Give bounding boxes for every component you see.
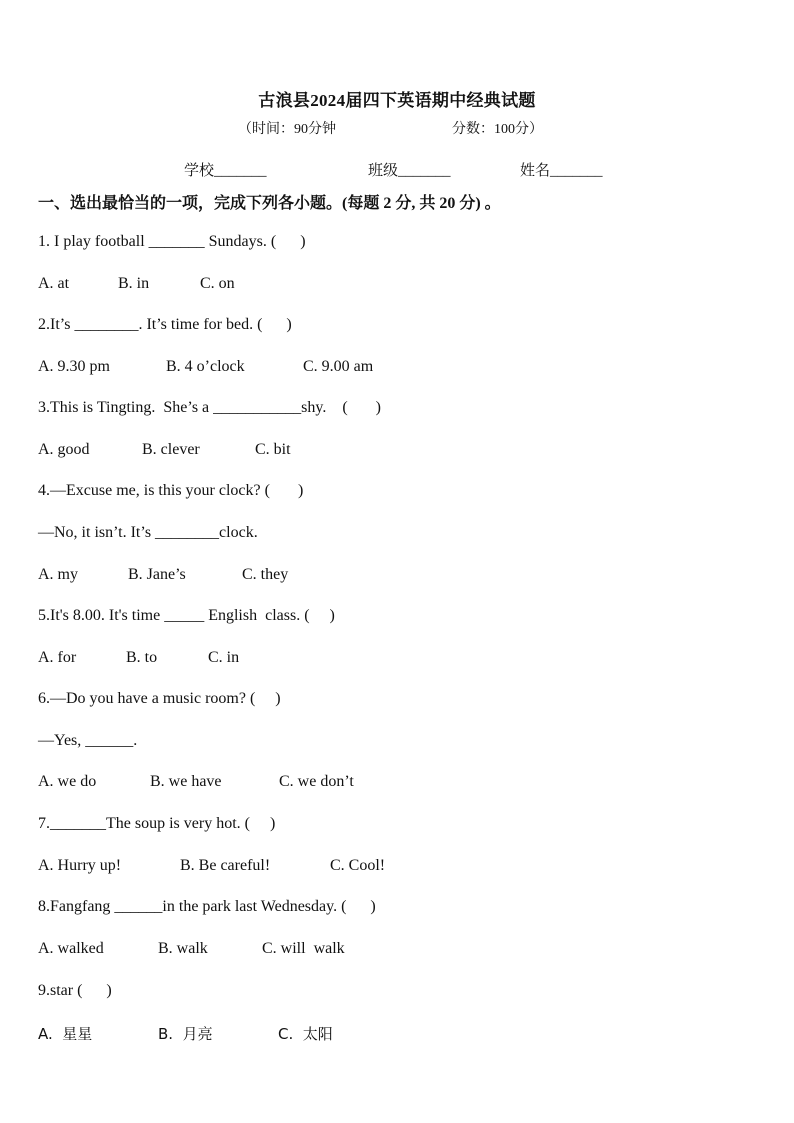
option-a: A. at — [38, 275, 70, 292]
option-a: A. we do — [38, 773, 97, 790]
option-b: B. 月亮 — [158, 1025, 213, 1043]
option-c: C. on — [200, 275, 235, 292]
question-2-stem: 2.It’s ________. It’s time for bed. ( ) — [38, 316, 292, 333]
option-b: B. 4 o’clock — [166, 358, 245, 375]
question-1-stem: 1. I play football _______ Sundays. ( ) — [38, 233, 306, 250]
option-b: B. in — [118, 275, 150, 292]
question-5-stem: 5.It's 8.00. It's time _____ English class. ( ) — [38, 607, 335, 624]
option-a: A. 9.30 pm — [38, 358, 110, 375]
option-a: A. 星星 — [38, 1025, 93, 1043]
option-c: C. bit — [255, 441, 291, 458]
option-a: A. Hurry up! — [38, 857, 122, 874]
exam-time: （时间：90分钟 — [238, 122, 336, 137]
option-b: B. Jane’s — [128, 566, 186, 583]
option-a: A. for — [38, 649, 77, 666]
section-heading: 一、选出最恰当的一项，完成下列各小题。(每题 2 分, 共 20 分) 。 — [38, 195, 501, 212]
option-b: B. clever — [142, 441, 200, 458]
question-6-reply: —Yes, ______. — [38, 732, 138, 749]
option-c: C. they — [242, 566, 289, 583]
option-b: B. we have — [150, 773, 222, 790]
question-4-reply: —No, it isn’t. It’s ________clock. — [38, 524, 258, 541]
option-b: B. walk — [158, 940, 208, 957]
option-c: C. will walk — [262, 940, 345, 957]
option-c: C. Cool! — [330, 857, 386, 874]
option-c: C. we don’t — [279, 773, 354, 790]
option-a: A. good — [38, 441, 90, 458]
option-a: A. my — [38, 566, 78, 583]
question-9-stem: 9.star ( ) — [38, 982, 112, 999]
question-7-stem: 7._______The soup is very hot. ( ) — [38, 815, 276, 832]
exam-score: 分数：100分） — [452, 122, 543, 137]
question-4-stem: 4.—Excuse me, is this your clock? ( ) — [38, 482, 304, 499]
question-3-stem: 3.This is Tingting. She’s a ___________shy. ( ) — [38, 399, 381, 416]
question-6-stem: 6.—Do you have a music room? ( ) — [38, 690, 281, 707]
option-c: C. 9.00 am — [303, 358, 374, 375]
exam-title: 古浪县2024届四下英语期中经典试题 — [258, 91, 536, 110]
option-c: C. 太阳 — [278, 1025, 333, 1043]
option-b: B. Be careful! — [180, 857, 271, 874]
option-c: C. in — [208, 649, 240, 666]
class-field: 班级_______ — [368, 163, 451, 179]
option-a: A. walked — [38, 940, 104, 957]
option-b: B. to — [126, 649, 158, 666]
school-field: 学校_______ — [184, 163, 267, 179]
name-field: 姓名_______ — [520, 163, 603, 179]
question-8-stem: 8.Fangfang ______in the park last Wednesday. ( ) — [38, 898, 376, 915]
